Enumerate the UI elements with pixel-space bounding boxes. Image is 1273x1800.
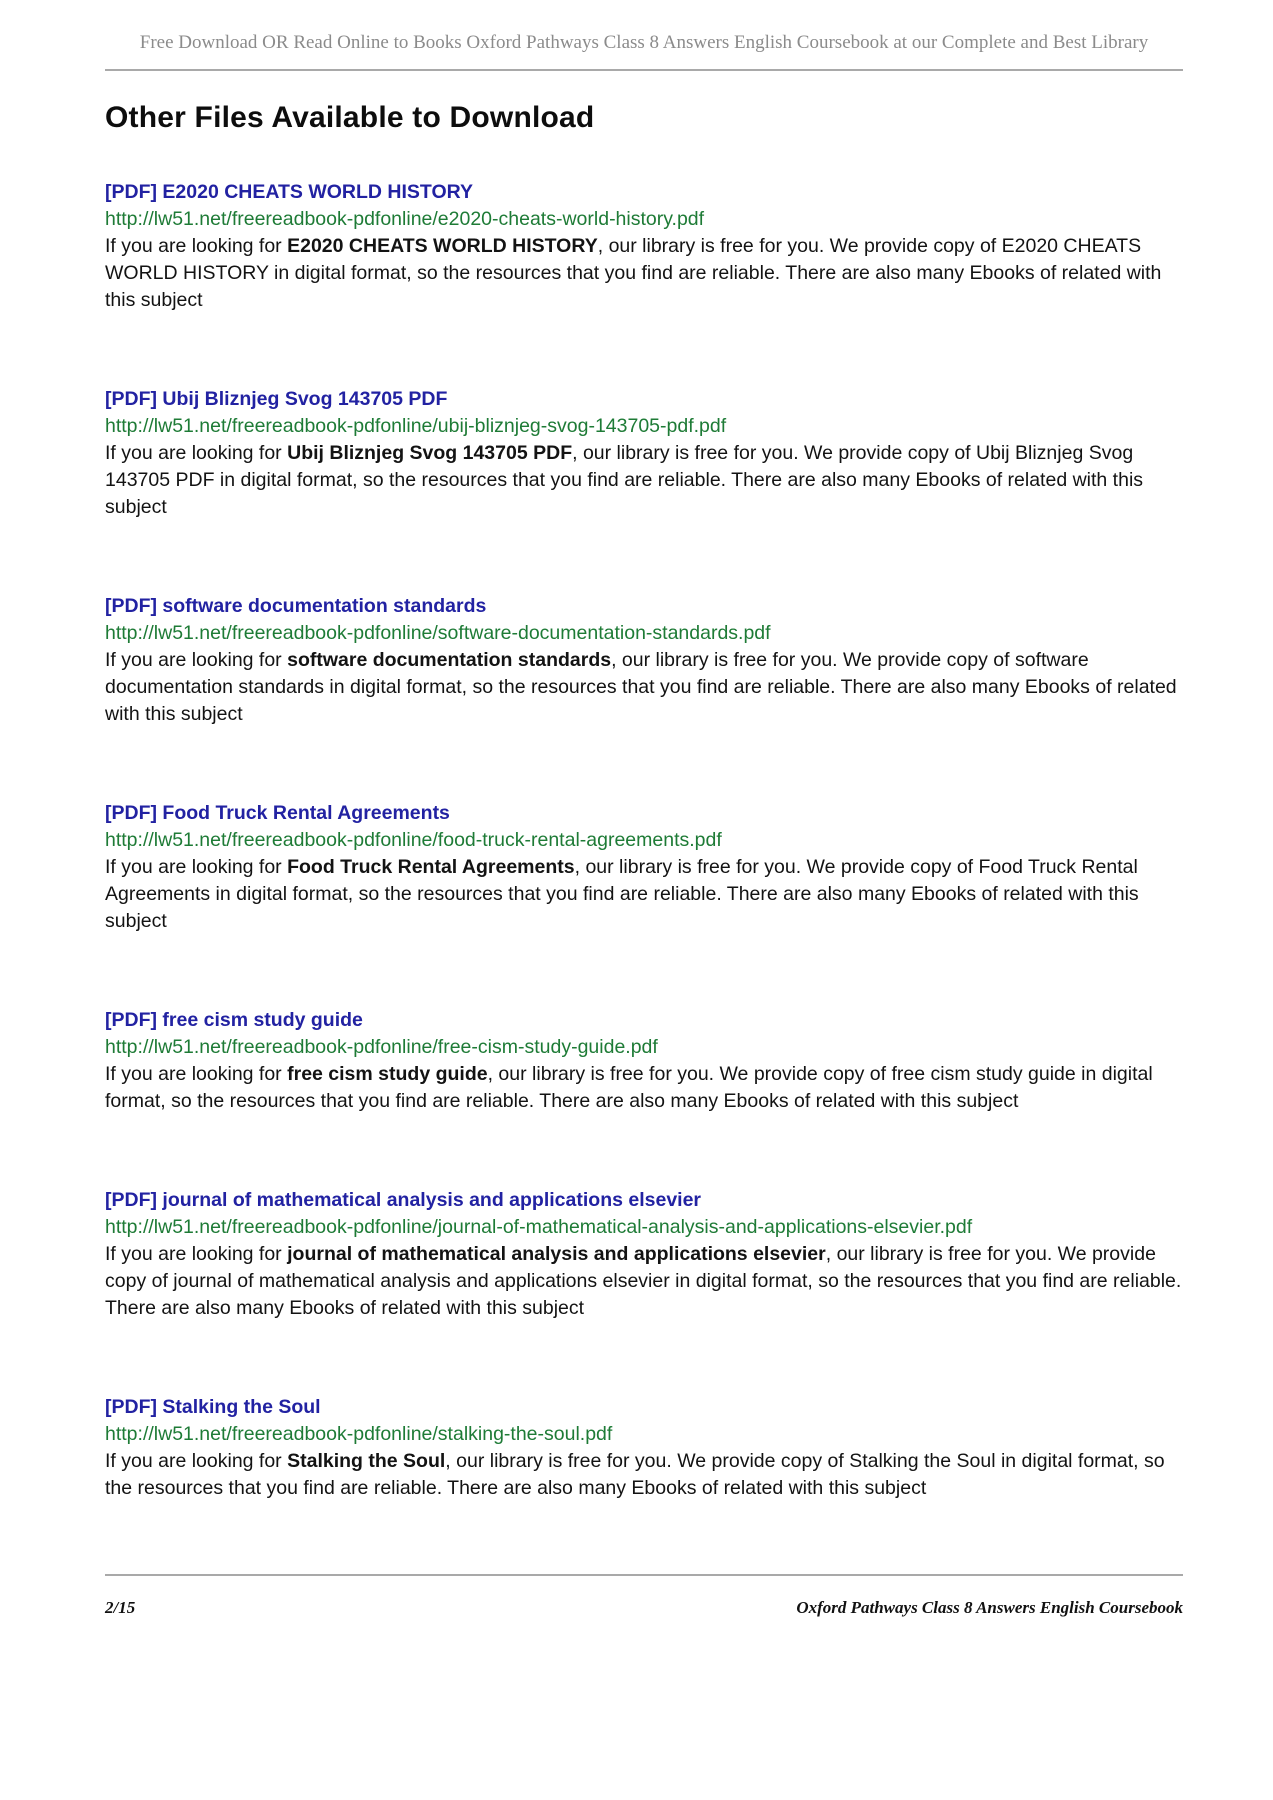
page-footer xyxy=(105,1598,1183,1618)
entry-url-link[interactable]: http://lw51.net/freereadbook-pdfonline/ubij-bliznjeg-svog-143705-pdf.pdf xyxy=(105,415,727,438)
footer-book-title: Oxford Pathways Class 8 Answers English Coursebook xyxy=(796,1598,1183,1618)
download-entry xyxy=(105,1394,1183,1502)
entry-title-link[interactable]: [PDF] E2020 CHEATS WORLD HISTORY xyxy=(105,181,474,204)
download-entry xyxy=(105,179,1183,314)
entry-description: If you are looking for E2020 CHEATS WORLD HISTORY, our library is free for you. We provide copy of E2020 CHEATS WORLD HISTORY in digital format, so the resources that you find are reliable. There are also many Ebooks of related with this subject xyxy=(105,235,1162,312)
download-entry xyxy=(105,1007,1183,1115)
entry-title-link[interactable]: [PDF] Stalking the Soul xyxy=(105,1396,321,1419)
entry-url-link[interactable]: http://lw51.net/freereadbook-pdfonline/e2020-cheats-world-history.pdf xyxy=(105,208,705,231)
entry-description: If you are looking for Stalking the Soul, our library is free for you. We provide copy of Stalking the Soul in digital format, so the resources that you find are reliable. There are also many Ebooks of related with this subject xyxy=(105,1450,1165,1500)
entry-url-link[interactable]: http://lw51.net/freereadbook-pdfonline/journal-of-mathematical-analysis-and-applications-elsevier.pdf xyxy=(105,1216,973,1239)
entry-title-link[interactable]: [PDF] journal of mathematical analysis and applications elsevier xyxy=(105,1189,702,1212)
header-divider xyxy=(105,69,1183,71)
page-header-text: Free Download OR Read Online to Books Oxford Pathways Class 8 Answers English Coursebook at our Complete and Best Library xyxy=(139,32,1149,53)
entry-title-link[interactable]: [PDF] Food Truck Rental Agreements xyxy=(105,802,450,825)
entry-url-link[interactable]: http://lw51.net/freereadbook-pdfonline/software-documentation-standards.pdf xyxy=(105,622,771,645)
entry-description: If you are looking for Food Truck Rental Agreements, our library is free for you. We provide copy of Food Truck Rental Agreements in digital format, so the resources that you find are reliable. There are also many Ebooks of related with this subject xyxy=(105,856,1139,933)
entry-url-link[interactable]: http://lw51.net/freereadbook-pdfonline/free-cism-study-guide.pdf xyxy=(105,1036,658,1059)
download-entries-list xyxy=(105,179,1183,1502)
download-entry xyxy=(105,1187,1183,1322)
entry-url-link[interactable]: http://lw51.net/freereadbook-pdfonline/stalking-the-soul.pdf xyxy=(105,1423,613,1446)
entry-title-link[interactable]: [PDF] Ubij Bliznjeg Svog 143705 PDF xyxy=(105,388,448,411)
entry-description: If you are looking for Ubij Bliznjeg Svog 143705 PDF, our library is free for you. We provide copy of Ubij Bliznjeg Svog 143705 PDF in digital format, so the resources that you find are reliable. There are also many Ebooks of related with this subject xyxy=(105,442,1144,519)
footer-divider xyxy=(105,1574,1183,1576)
entry-title-link[interactable]: [PDF] software documentation standards xyxy=(105,595,487,618)
download-entry xyxy=(105,593,1183,728)
download-entry xyxy=(105,386,1183,521)
entry-title-link[interactable]: [PDF] free cism study guide xyxy=(105,1009,363,1032)
entry-description: If you are looking for free cism study guide, our library is free for you. We provide copy of free cism study guide in digital format, so the resources that you find are reliable. There are also many Ebooks of related with this subject xyxy=(105,1063,1153,1113)
entry-url-link[interactable]: http://lw51.net/freereadbook-pdfonline/food-truck-rental-agreements.pdf xyxy=(105,829,722,852)
entry-description: If you are looking for software documentation standards, our library is free for you. We provide copy of software documentation standards in digital format, so the resources that you find are reliable. There are also many Ebooks of related with this subject xyxy=(105,649,1177,726)
footer-page-number: 2/15 xyxy=(105,1598,136,1618)
download-entry xyxy=(105,800,1183,935)
entry-description: If you are looking for journal of mathematical analysis and applications elsevier, our library is free for you. We provide copy of journal of mathematical analysis and applications elsevier in digital format, so the resources that you find are reliable. There are also many Ebooks of related with this subject xyxy=(105,1243,1182,1320)
section-title: Other Files Available to Download xyxy=(105,101,595,135)
